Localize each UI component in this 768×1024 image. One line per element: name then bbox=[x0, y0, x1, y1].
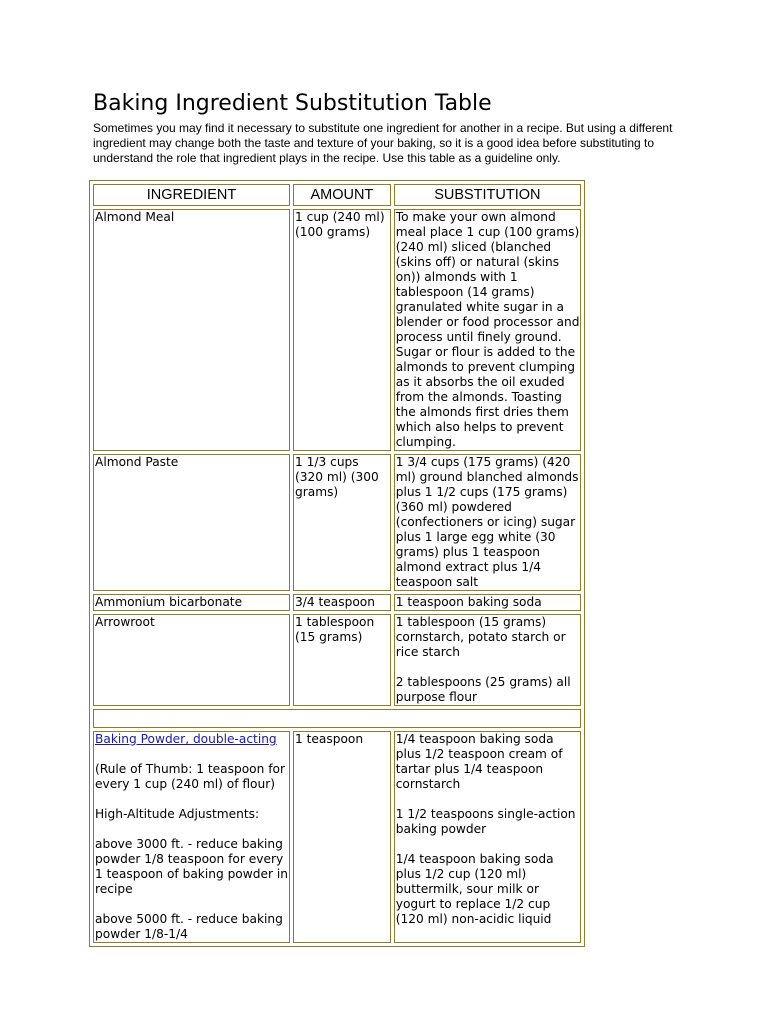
ingredient-note: above 3000 ft. - reduce baking powder 1/8 teaspoon for every 1 teaspoon of baking powder in recipe bbox=[95, 837, 288, 896]
ingredient-note: (Rule of Thumb: 1 teaspoon for every 1 cup (240 ml) of flour) bbox=[95, 762, 285, 791]
ingredient-note: High-Altitude Adjustments: bbox=[95, 807, 260, 821]
substitution-cell: 1 teaspoon baking soda bbox=[394, 594, 581, 611]
substitution-cell: 1 3/4 cups (175 grams) (420 ml) ground blanched almonds plus 1 1/2 cups (175 grams) (360 ml) powdered (confectioners or icing) sugar plus 1 large egg white (30 grams) plus 1 teaspoon almond extract plus 1/4 teaspoon salt bbox=[394, 454, 581, 591]
baking-powder-link[interactable]: Baking Powder, double-acting bbox=[95, 732, 277, 746]
amount-cell: 1 teaspoon bbox=[293, 731, 391, 943]
table-header-row bbox=[93, 184, 581, 206]
empty-cell bbox=[93, 709, 581, 728]
table-row bbox=[93, 454, 581, 591]
table-row bbox=[93, 731, 581, 943]
header-substitution: SUBSTITUTION bbox=[394, 184, 581, 206]
ingredient-cell: Ammonium bicarbonate bbox=[93, 594, 290, 611]
amount-cell: 3/4 teaspoon bbox=[293, 594, 391, 611]
amount-cell: 1 1/3 cups (320 ml) (300 grams) bbox=[293, 454, 391, 591]
header-amount: AMOUNT bbox=[293, 184, 391, 206]
intro-paragraph: Sometimes you may find it necessary to substitute one ingredient for another in a recipe. But using a different ingredient may change both the taste and texture of your baking, so it is a good idea before substituting to understand the role that ingredient plays in the recipe. Use this table as a guideline only. bbox=[93, 121, 673, 165]
table-row bbox=[93, 594, 581, 611]
substitution-text: 1/4 teaspoon baking soda plus 1/2 teaspoon cream of tartar plus 1/4 teaspoon cornstarch bbox=[395, 732, 563, 791]
table-row bbox=[93, 209, 581, 451]
ingredient-cell bbox=[93, 731, 290, 943]
amount-cell: 1 tablespoon (15 grams) bbox=[293, 614, 391, 706]
substitution-table bbox=[89, 180, 585, 947]
ingredient-cell: Almond Meal bbox=[93, 209, 290, 451]
substitution-cell bbox=[394, 731, 581, 943]
substitution-text: 2 tablespoons (25 grams) all purpose flour bbox=[395, 675, 571, 704]
substitution-text: 1 tablespoon (15 grams) cornstarch, potato starch or rice starch bbox=[395, 615, 566, 659]
substitution-text: 1/4 teaspoon baking soda plus 1/2 cup (120 ml) buttermilk, sour milk or yogurt to replace 1/2 cup (120 ml) non-acidic liquid bbox=[395, 852, 554, 926]
spacer-row bbox=[93, 709, 581, 728]
ingredient-note: above 5000 ft. - reduce baking powder 1/8-1/4 bbox=[95, 912, 283, 941]
substitution-cell bbox=[394, 614, 581, 706]
header-ingredient: INGREDIENT bbox=[93, 184, 290, 206]
ingredient-cell: Almond Paste bbox=[93, 454, 290, 591]
page-title: Baking Ingredient Substitution Table bbox=[93, 91, 492, 116]
substitution-cell: To make your own almond meal place 1 cup (100 grams) (240 ml) sliced (blanched (skins off) or natural (skins on)) almonds with 1 tablespoon (14 grams) granulated white sugar in a blender or food processor and process until finely ground. Sugar or flour is added to the almonds to prevent clumping as it absorbs the oil exuded from the almonds. Toasting the almonds first dries them which also helps to prevent clumping. bbox=[395, 210, 580, 449]
ingredient-cell: Arrowroot bbox=[93, 614, 290, 706]
substitution-text: 1 1/2 teaspoons single-action baking powder bbox=[395, 807, 576, 836]
amount-cell: 1 cup (240 ml) (100 grams) bbox=[293, 209, 391, 451]
table-row bbox=[93, 614, 581, 706]
